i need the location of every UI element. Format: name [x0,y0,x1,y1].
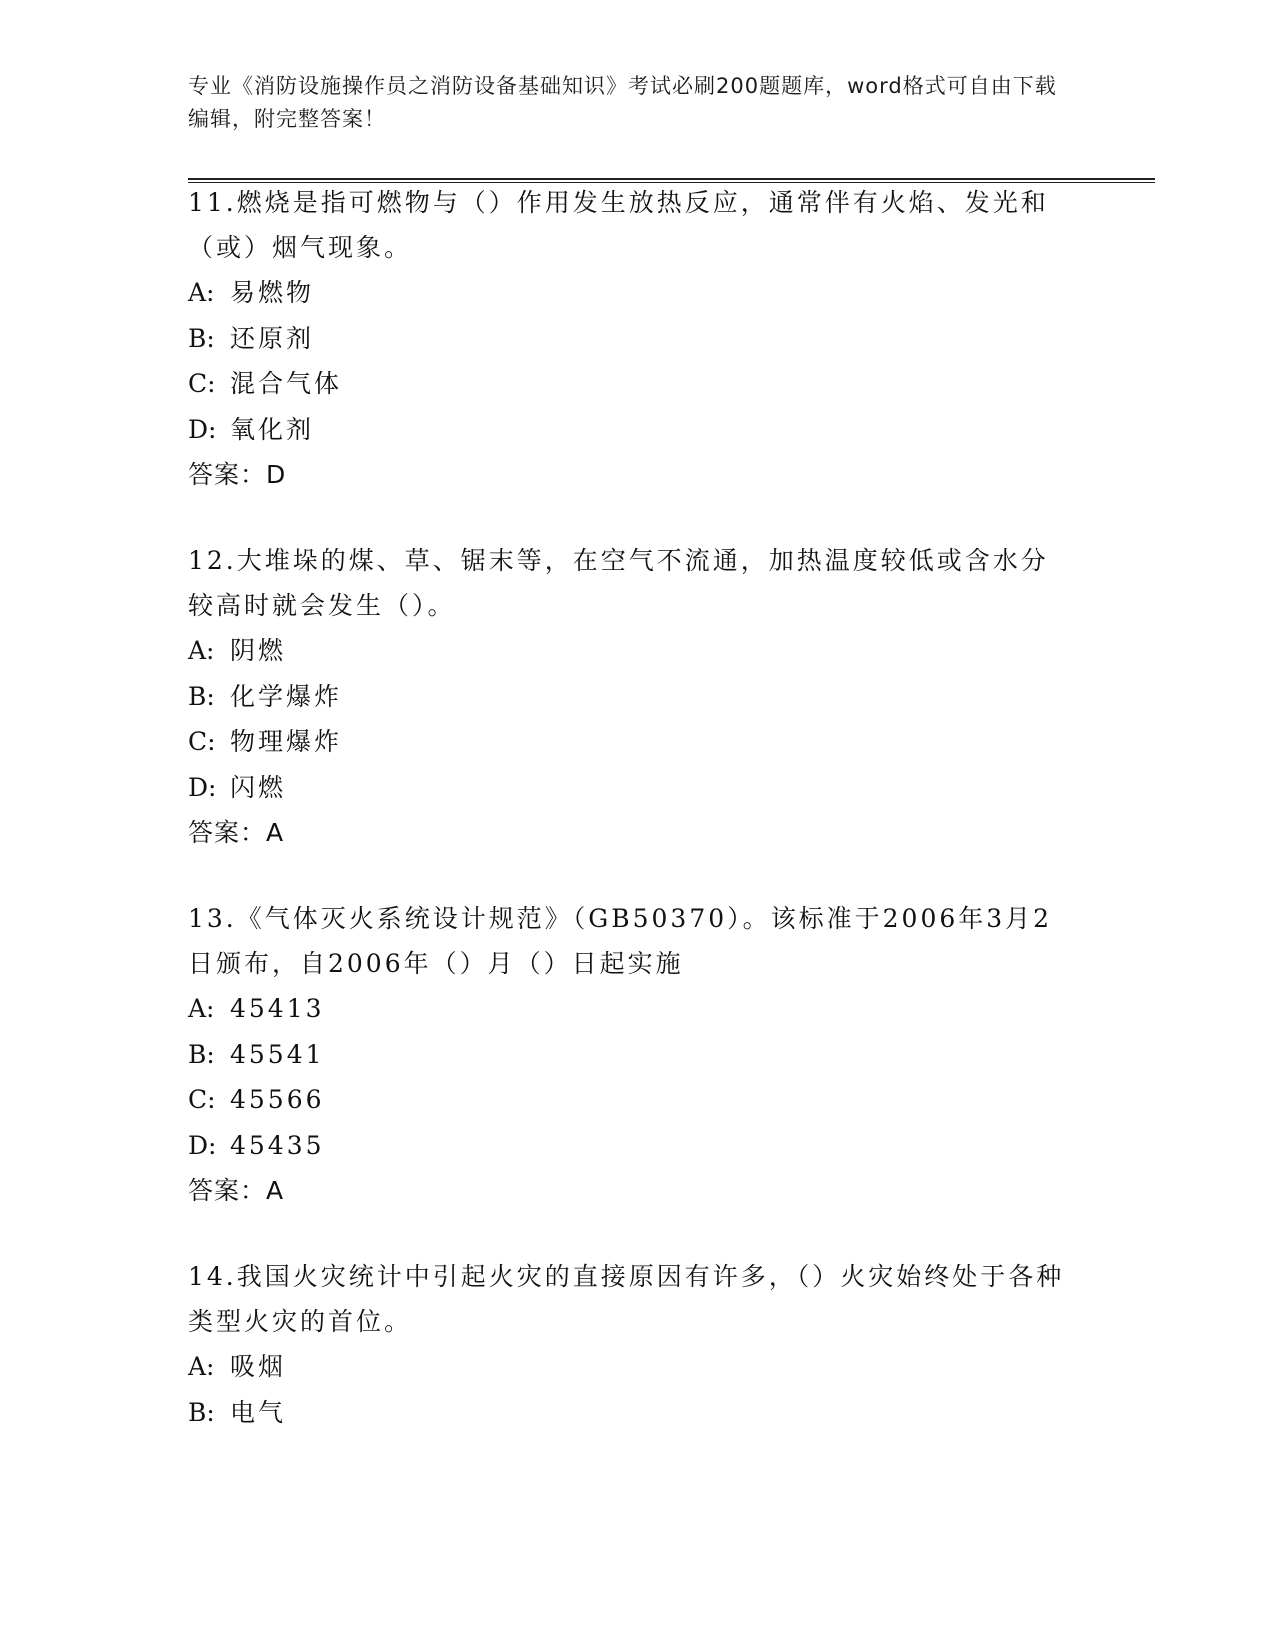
option-b [188,674,1068,720]
option-c [188,719,1068,765]
option-text: 45413 [230,994,325,1023]
option-a [188,270,1068,316]
option-label: C: [188,369,216,398]
option-text: 易燃物 [230,278,315,307]
question-14 [188,1254,1068,1435]
option-text: 电气 [230,1397,287,1427]
answer-line [188,452,1068,497]
question-13 [188,896,1068,1213]
option-label: B: [188,681,215,711]
option-label: C: [188,727,216,756]
answer-value: A [266,1176,285,1205]
option-label: D: [188,1130,217,1160]
question-stem: 12.大堆垛的煤、草、锯末等，在空气不流通，加热温度较低或含水分较高时就会发生（）。 [188,546,1049,620]
question-11 [188,180,1068,497]
answer-value: A [266,818,285,847]
answer-line [188,1168,1068,1213]
option-label: D: [188,414,217,444]
option-d [188,765,1068,811]
option-b [188,316,1068,362]
option-text: 物理爆炸 [230,727,343,756]
option-text: 阴燃 [230,636,287,665]
option-label: A: [188,636,215,665]
option-c [188,361,1068,407]
option-d [188,407,1068,453]
option-b [188,1390,1068,1436]
option-b [188,1032,1068,1078]
option-text: 吸烟 [230,1352,287,1381]
option-d [188,1123,1068,1169]
option-label: A: [188,994,215,1023]
answer-line [188,810,1068,855]
answer-prefix: 答案： [188,1176,267,1205]
option-label: A: [188,278,215,307]
question-stem: 13.《气体灭火系统设计规范》（GB50370）。该标准于2006年3月2日颁布，自2006年（）月（）日起实施 [188,904,1053,978]
question-12 [188,538,1068,855]
option-text: 还原剂 [230,323,315,353]
option-label: C: [188,1085,216,1114]
option-a [188,1344,1068,1390]
option-a [188,628,1068,674]
option-c [188,1077,1068,1123]
answer-value: D [266,460,287,489]
answer-prefix: 答案： [188,818,267,847]
document-header: 专业《消防设施操作员之消防设备基础知识》考试必刷200题题库，word格式可自由下载编辑，附完整答案！ [188,74,1057,131]
option-label: B: [188,1397,215,1427]
option-text: 45541 [230,1039,325,1069]
answer-prefix: 答案： [188,460,267,489]
question-stem: 14.我国火灾统计中引起火灾的直接原因有许多，（）火灾始终处于各种类型火灾的首位。 [188,1262,1065,1336]
option-label: A: [188,1352,215,1381]
option-text: 化学爆炸 [230,681,343,711]
option-text: 闪燃 [230,772,287,802]
question-stem: 11.燃烧是指可燃物与（）作用发生放热反应，通常伴有火焰、发光和（或）烟气现象。 [188,188,1049,262]
option-text: 45435 [230,1130,325,1160]
option-a [188,986,1068,1032]
option-label: B: [188,323,215,353]
option-text: 氧化剂 [230,414,315,444]
option-text: 45566 [230,1085,325,1114]
option-label: B: [188,1039,215,1069]
option-text: 混合气体 [230,369,343,398]
option-label: D: [188,772,217,802]
